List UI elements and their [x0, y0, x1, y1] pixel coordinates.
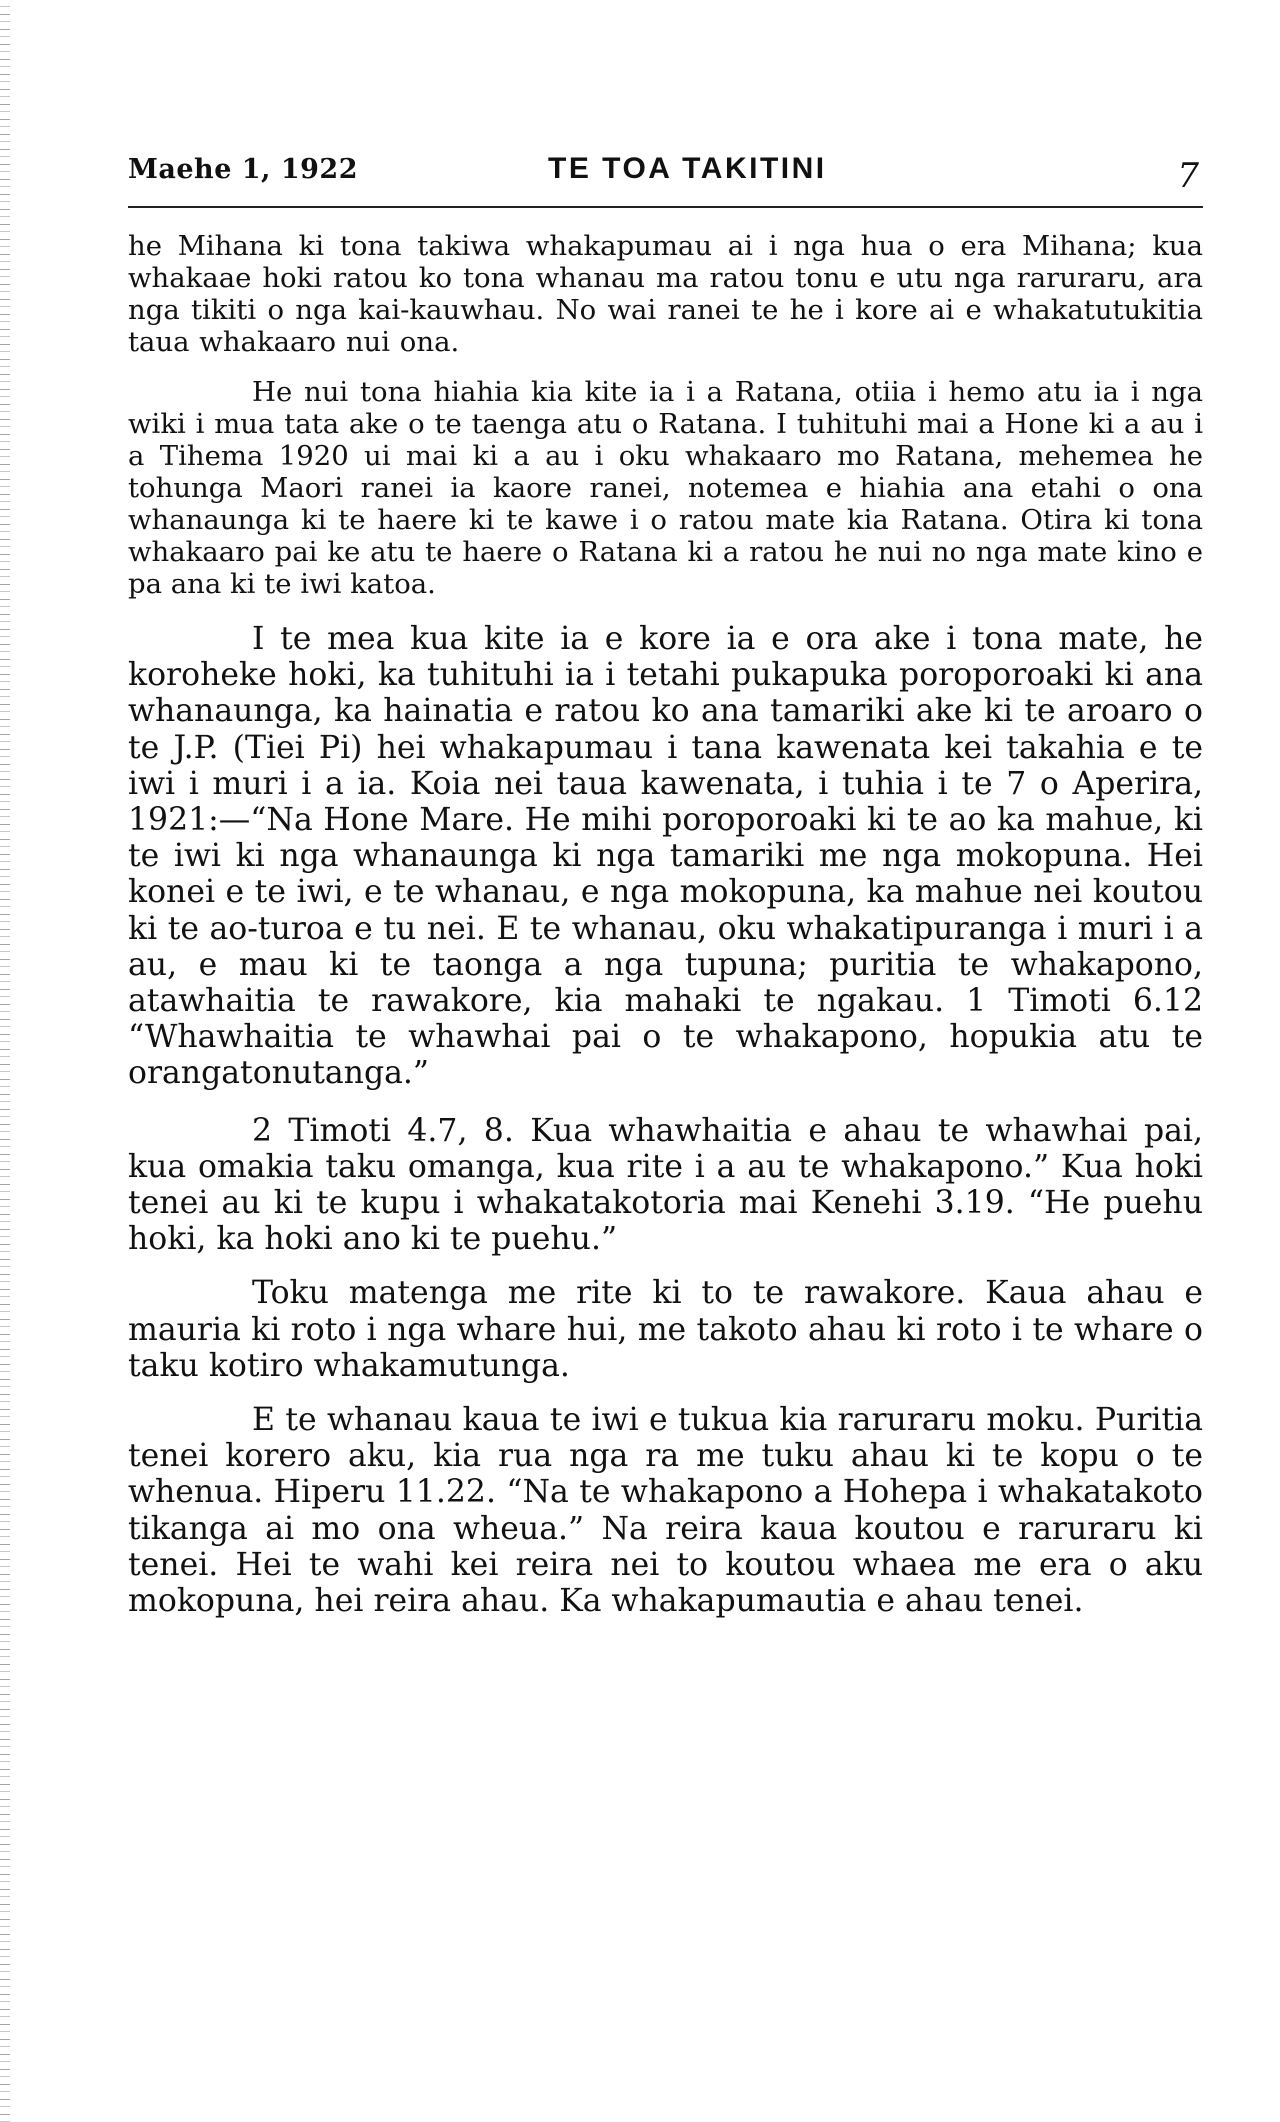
page-number: 7 — [1177, 156, 1199, 196]
header-rule — [128, 206, 1203, 208]
paragraph-continued: he Mihana ki tona takiwa whakapumau ai i nga hua o era Mihana; kua whakaae hoki ratou ko tona whanau ma ratou tonu e utu nga raruraru, ara nga tikiti o nga kai-kauwhau. No wai ranei te he i kore ai e whakatutukitia taua whakaaro nui ona. — [128, 230, 1203, 358]
paragraph-ratana: He nui tona hiahia kia kite ia i a Ratana, otiia i hemo atu ia i nga wiki i mua tata ake o te taenga atu o Ratana. I tuhituhi mai a Hone ki a au i a Tihema 1920 ui mai ki a au i oku whakaaro mo Ratana, mehemea he tohunga Maori ranei ia kaore ranei, notemea e hiahia ana etahi o ona whanaunga ki te haere ki te kawe i o ratou mate kia Ratana. Otira ki tona whakaaro pai ke atu te haere o Ratana ki a ratou he nui no nga mate kino e pa ana ki te iwi katoa. — [128, 376, 1203, 600]
paragraph-final-instructions: E te whanau kaua te iwi e tukua kia raruraru moku. Puritia tenei korero aku, kia rua nga ra me tuku ahau ki te kopu o te whenua. Hiperu 11.22. “Na te whakapono a Hohepa i whakatakoto tikanga ai mo ona wheua.” Na reira kaua koutou e raruraru ki tenei. Hei te wahi kei reira nei to koutou whaea me era o aku mokopuna, hei reira ahau. Ka whakapumautia e ahau tenei. — [128, 1402, 1203, 1620]
paragraph-burial-wish: Toku matenga me rite ki to te rawakore. Kaua ahau e mauria ki roto i nga whare hui, me takoto ahau ki roto i te whare o taku kotiro whakamutunga. — [128, 1275, 1203, 1384]
publication-title: TE TOA TAKITINI — [548, 152, 827, 185]
running-header — [128, 146, 1203, 196]
issue-date: Maehe 1, 1922 — [128, 154, 359, 185]
scanned-page-edge — [0, 0, 10, 2122]
paragraph-timoti: 2 Timoti 4.7, 8. Kua whawhaitia e ahau te whawhai pai, kua omakia taku omanga, kua rite i a au te whakapono.” Kua hoki tenei au ki te kupu i whakatakotoria mai Kenehi 3.19. “He puehu hoki, ka hoki ano ki te puehu.” — [128, 1112, 1203, 1258]
paragraph-farewell-letter: I te mea kua kite ia e kore ia e ora ake i tona mate, he koroheke hoki, ka tuhituhi ia i tetahi pukapuka poroporoaki ki ana whanaunga, ka hainatia e ratou ko ana tamariki ake ki te aroaro o te J.P. (Tiei Pi) hei whakapumau i tana kawenata kei takahia e te iwi i muri i a ia. Koia nei taua kawenata, i tuhia i te 7 o Aperira, 1921:—“Na Hone Mare. He mihi poroporoaki ki te ao ka mahue, ki te iwi ki nga whanaunga ki nga tamariki me nga mokopuna. Hei konei e te iwi, e te whanau, e nga mokopuna, ka mahue nei koutou ki te ao-turoa e tu nei. E te whanau, oku whakatipuranga i muri i a au, e mau ki te taonga a nga tupuna; puritia te whakapono, atawhaitia te rawakore, kia mahaki te ngakau. 1 Timoti 6.12 “Whawhaitia te whawhai pai o te whakapono, hopukia atu te orangatonutanga.” — [128, 621, 1203, 1092]
article-body — [128, 230, 1203, 1619]
